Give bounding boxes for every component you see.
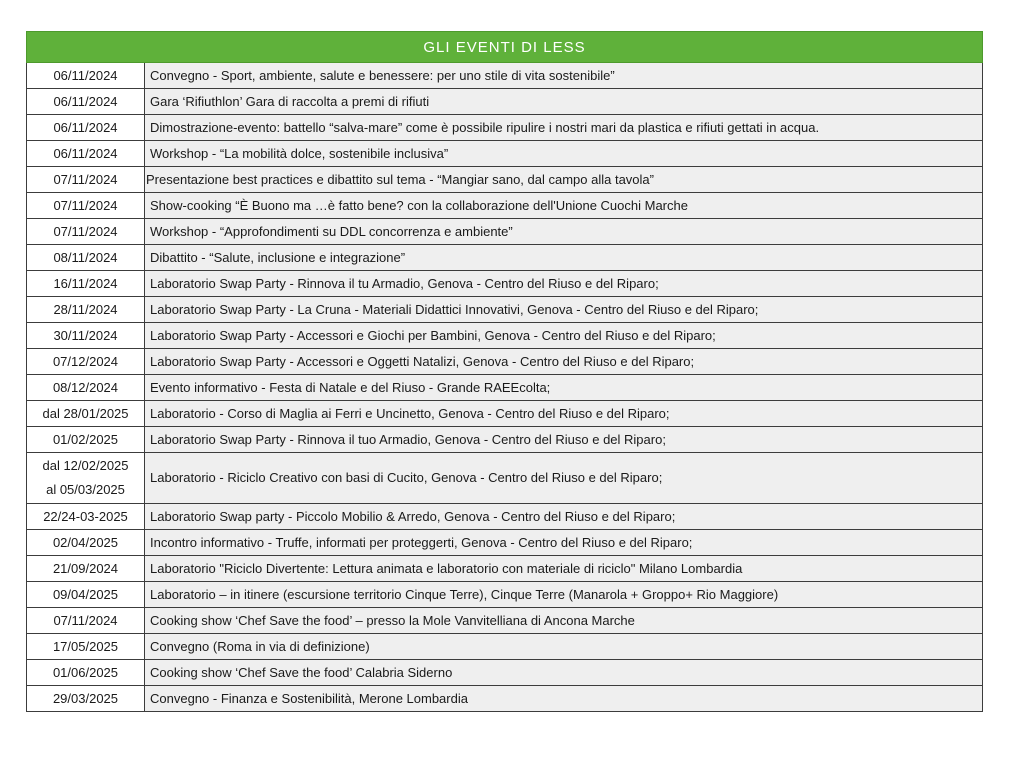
- event-date: 01/02/2025: [27, 427, 145, 453]
- event-description: Laboratorio "Riciclo Divertente: Lettura animata e laboratorio con materiale di riciclo" Milano Lombardia: [145, 556, 983, 582]
- table-row: [27, 453, 983, 504]
- event-description: Laboratorio Swap Party - Accessori e Giochi per Bambini, Genova - Centro del Riuso e del Riparo;: [145, 323, 983, 349]
- event-description: Show-cooking “È Buono ma …è fatto bene? con la collaborazione dell'Unione Cuochi Marche: [145, 193, 983, 219]
- event-date: 07/12/2024: [27, 349, 145, 375]
- event-date-start: dal 12/02/2025: [42, 458, 129, 473]
- table-row: [27, 660, 983, 686]
- event-description: Cooking show ‘Chef Save the food’ – presso la Mole Vanvitelliana di Ancona Marche: [145, 608, 983, 634]
- table-row: [27, 167, 983, 193]
- table-row: [27, 115, 983, 141]
- table-title: GLI EVENTI DI LESS: [27, 32, 983, 63]
- event-date: 17/05/2025: [27, 634, 145, 660]
- table-row: [27, 375, 983, 401]
- table-row: [27, 530, 983, 556]
- event-date: 08/12/2024: [27, 375, 145, 401]
- event-description: Laboratorio - Riciclo Creativo con basi di Cucito, Genova - Centro del Riuso e del Riparo;: [145, 453, 983, 504]
- event-description: Laboratorio Swap party - Piccolo Mobilio & Arredo, Genova - Centro del Riuso e del Riparo;: [145, 504, 983, 530]
- table-row: [27, 686, 983, 712]
- event-date: 07/11/2024: [27, 219, 145, 245]
- event-date: 29/03/2025: [27, 686, 145, 712]
- event-description: Laboratorio Swap Party - Accessori e Oggetti Natalizi, Genova - Centro del Riuso e del Riparo;: [145, 349, 983, 375]
- table-row: [27, 504, 983, 530]
- event-description: Gara ‘Rifiuthlon’ Gara di raccolta a premi di rifiuti: [145, 89, 983, 115]
- table-row: [27, 63, 983, 89]
- table-row: [27, 193, 983, 219]
- table-row: [27, 141, 983, 167]
- event-date: 06/11/2024: [27, 115, 145, 141]
- table-row: [27, 89, 983, 115]
- event-description: Presentazione best practices e dibattito sul tema - “Mangiar sano, dal campo alla tavola”: [145, 167, 983, 193]
- event-description: Workshop - “Approfondimenti su DDL concorrenza e ambiente”: [145, 219, 983, 245]
- event-date: 28/11/2024: [27, 297, 145, 323]
- event-description: Convegno - Finanza e Sostenibilità, Merone Lombardia: [145, 686, 983, 712]
- event-date: 07/11/2024: [27, 608, 145, 634]
- table-row: [27, 349, 983, 375]
- event-description: Workshop - “La mobilità dolce, sostenibile inclusiva”: [145, 141, 983, 167]
- event-description: Laboratorio Swap Party - La Cruna - Materiali Didattici Innovativi, Genova - Centro del Riuso e del Riparo;: [145, 297, 983, 323]
- table-header-row: [27, 32, 983, 63]
- table-row: [27, 608, 983, 634]
- table-row: [27, 556, 983, 582]
- table-row: [27, 582, 983, 608]
- table-row: [27, 401, 983, 427]
- event-date: 06/11/2024: [27, 89, 145, 115]
- event-description: Cooking show ‘Chef Save the food’ Calabria Siderno: [145, 660, 983, 686]
- event-description: Incontro informativo - Truffe, informati per proteggerti, Genova - Centro del Riuso e del Riparo;: [145, 530, 983, 556]
- event-date: [27, 453, 145, 504]
- event-date: 30/11/2024: [27, 323, 145, 349]
- event-description: Convegno (Roma in via di definizione): [145, 634, 983, 660]
- table-row: [27, 634, 983, 660]
- event-date: 21/09/2024: [27, 556, 145, 582]
- table-row: [27, 427, 983, 453]
- table-row: [27, 219, 983, 245]
- event-description: Dimostrazione-evento: battello “salva-mare” come è possibile ripulire i nostri mari da plastica e rifiuti gettati in acqua.: [145, 115, 983, 141]
- event-description: Laboratorio - Corso di Maglia ai Ferri e Uncinetto, Genova - Centro del Riuso e del Riparo;: [145, 401, 983, 427]
- event-date: 07/11/2024: [27, 167, 145, 193]
- event-date: 06/11/2024: [27, 63, 145, 89]
- event-date: dal 28/01/2025: [27, 401, 145, 427]
- table-row: [27, 323, 983, 349]
- event-description: Laboratorio – in itinere (escursione territorio Cinque Terre), Cinque Terre (Manarola + Groppo+ Rio Maggiore): [145, 582, 983, 608]
- event-date: 01/06/2025: [27, 660, 145, 686]
- event-description: Evento informativo - Festa di Natale e del Riuso - Grande RAEEcolta;: [145, 375, 983, 401]
- table-row: [27, 245, 983, 271]
- event-description: Dibattito - “Salute, inclusione e integrazione”: [145, 245, 983, 271]
- events-table: [26, 31, 983, 712]
- event-description: Convegno - Sport, ambiente, salute e benessere: per uno stile di vita sostenibile”: [145, 63, 983, 89]
- table-row: [27, 297, 983, 323]
- event-date: 22/24-03-2025: [27, 504, 145, 530]
- table-row: [27, 271, 983, 297]
- event-date: 09/04/2025: [27, 582, 145, 608]
- event-date: 07/11/2024: [27, 193, 145, 219]
- event-date: 16/11/2024: [27, 271, 145, 297]
- event-description: Laboratorio Swap Party - Rinnova il tu Armadio, Genova - Centro del Riuso e del Riparo;: [145, 271, 983, 297]
- event-date: 08/11/2024: [27, 245, 145, 271]
- event-date: 02/04/2025: [27, 530, 145, 556]
- event-description: Laboratorio Swap Party - Rinnova il tuo Armadio, Genova - Centro del Riuso e del Riparo;: [145, 427, 983, 453]
- event-date: 06/11/2024: [27, 141, 145, 167]
- event-date-end: al 05/03/2025: [46, 482, 125, 497]
